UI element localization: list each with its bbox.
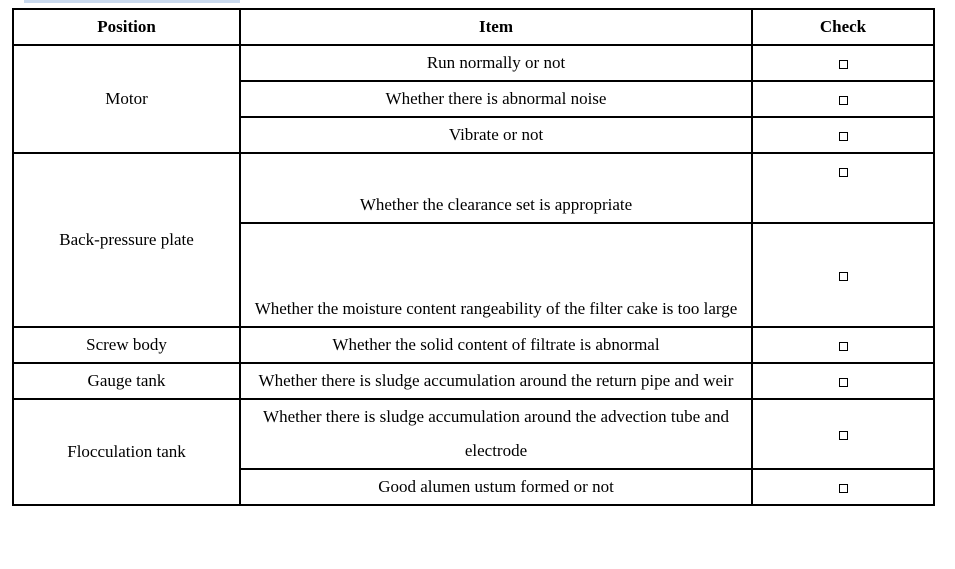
- header-item: Item: [240, 9, 752, 45]
- checkbox-icon[interactable]: [839, 378, 848, 387]
- item-text: Good alumen ustum formed or not: [240, 469, 752, 505]
- position-gauge-tank: Gauge tank: [13, 363, 240, 399]
- check-cell: [752, 81, 934, 117]
- item-text: Run normally or not: [240, 45, 752, 81]
- check-cell: [752, 45, 934, 81]
- position-motor: Motor: [13, 45, 240, 153]
- position-flocculation-tank: Flocculation tank: [13, 399, 240, 505]
- check-cell: [752, 117, 934, 153]
- item-text: Whether there is sludge accumulation around the advection tube and electrode: [240, 399, 752, 469]
- checkbox-icon[interactable]: [839, 168, 848, 177]
- checkbox-icon[interactable]: [839, 484, 848, 493]
- header-row: [13, 9, 934, 45]
- item-text: Whether there is sludge accumulation around the return pipe and weir: [240, 363, 752, 399]
- table-row: [13, 45, 934, 81]
- item-text: Whether there is abnormal noise: [240, 81, 752, 117]
- check-cell: [752, 327, 934, 363]
- item-text: Whether the moisture content rangeability of the filter cake is too large: [240, 223, 752, 327]
- table-row: [13, 399, 934, 469]
- checkbox-icon[interactable]: [839, 132, 848, 141]
- position-back-pressure-plate: Back-pressure plate: [13, 153, 240, 327]
- checkbox-icon[interactable]: [839, 96, 848, 105]
- check-cell: [752, 363, 934, 399]
- position-screw-body: Screw body: [13, 327, 240, 363]
- check-cell: [752, 399, 934, 469]
- item-text: Whether the solid content of filtrate is abnormal: [240, 327, 752, 363]
- check-cell: [752, 153, 934, 223]
- checkbox-icon[interactable]: [839, 342, 848, 351]
- header-position: Position: [13, 9, 240, 45]
- check-cell: [752, 469, 934, 505]
- table-row: [13, 153, 934, 223]
- checkbox-icon[interactable]: [839, 60, 848, 69]
- inspection-checklist-table: [12, 8, 935, 506]
- table-row: [13, 363, 934, 399]
- item-text: Vibrate or not: [240, 117, 752, 153]
- checkbox-icon[interactable]: [839, 431, 848, 440]
- check-cell: [752, 223, 934, 327]
- checkbox-icon[interactable]: [839, 272, 848, 281]
- table-row: [13, 327, 934, 363]
- header-check: Check: [752, 9, 934, 45]
- top-highlight-bar: [24, 0, 240, 3]
- item-text: Whether the clearance set is appropriate: [240, 153, 752, 223]
